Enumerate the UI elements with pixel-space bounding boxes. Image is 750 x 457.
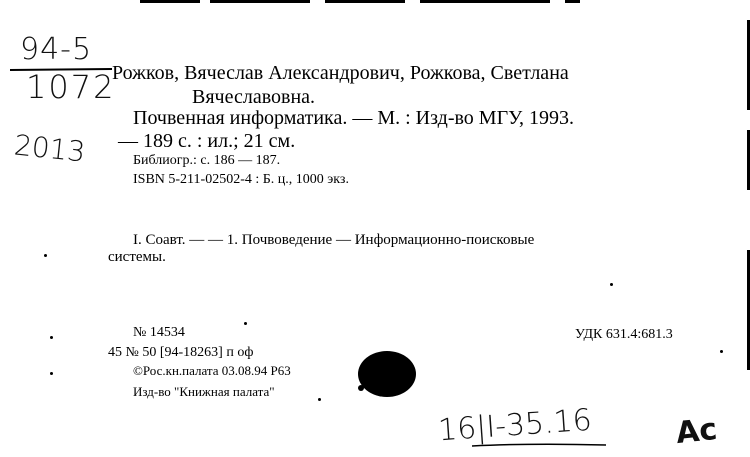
- subjects-line-2: системы.: [108, 249, 166, 265]
- card-top-edge: [0, 0, 750, 4]
- ink-blot: [355, 348, 419, 400]
- publisher-stamp-line: ©Рос.кн.палата 03.08.94 Р63: [133, 363, 291, 378]
- subjects-line-1: I. Соавт. — — 1. Почвоведение — Информационно-поисковые: [133, 232, 535, 248]
- isbn-line: ISBN 5-211-02502-4 : Б. ц., 1000 экз.: [133, 172, 349, 187]
- order-line: 45 № 50 [94-18263] п оф: [108, 345, 254, 360]
- handwritten-initials: Ac: [674, 411, 719, 452]
- scan-speck: [44, 254, 47, 257]
- scan-speck: [244, 322, 247, 325]
- card-number: № 14534: [133, 325, 185, 340]
- bibliography-note: Библиогр.: с. 186 — 187.: [133, 153, 281, 168]
- handwritten-shelf-top: 94-5: [20, 32, 93, 67]
- publisher-line: Изд-во "Книжная палата": [133, 384, 275, 399]
- title-line-2: — 189 с. : ил.; 21 см.: [118, 130, 296, 152]
- handwritten-year-note: 2013: [12, 128, 87, 169]
- scan-speck: [50, 372, 53, 375]
- udc-code: УДК 631.4:681.3: [575, 327, 673, 342]
- scan-speck: [720, 350, 723, 353]
- author-line-1: Рожков, Вячеслав Александрович, Рожкова, Светлана: [112, 62, 569, 84]
- author-line-2: Вячеславовна.: [192, 86, 316, 108]
- scan-speck: [50, 336, 53, 339]
- handwritten-shelf-bottom: 1072: [26, 68, 116, 106]
- title-line-1: Почвенная информатика. — М. : Изд-во МГУ, 1993.: [133, 107, 575, 129]
- card-right-edge: [745, 0, 750, 457]
- scan-speck: [318, 398, 321, 401]
- handwritten-inventory-number: 16|I-35.16: [436, 402, 593, 449]
- inventory-underline: [470, 440, 610, 450]
- scan-speck: [610, 283, 613, 286]
